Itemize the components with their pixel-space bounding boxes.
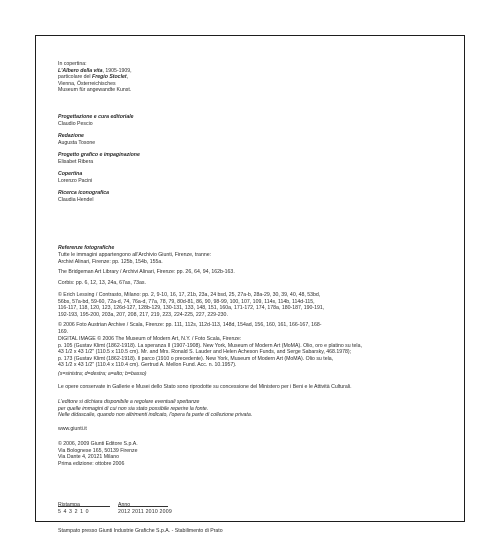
credit-role: Progetto grafico e impaginazione	[58, 152, 140, 158]
photo-ref-block	[58, 322, 458, 335]
ristampa-rule	[58, 506, 110, 507]
photo-ref-line: Corbis: pp. 6, 12, 13, 24a, 67as, 73as.	[58, 280, 146, 286]
photo-ref-block	[58, 292, 458, 318]
publisher-address: Via Dante 4, 20121 Milano	[58, 454, 120, 461]
anno-values: 2012 2011 2010 2009	[118, 509, 172, 515]
credit-block	[58, 114, 458, 127]
copyright-block	[58, 441, 458, 467]
cover-detail-prefix: particolare del	[58, 74, 93, 81]
cover-detail-title: Fregio Stoclet	[92, 74, 127, 81]
photo-ref-line: © 2006 Foto Austrian Archive / Scala, Firenze: pp. 111, 112s, 112d-113, 148d, 154ad, 156, 160, 161, 166-167, 168-	[58, 322, 322, 328]
credit-role: Copertina	[58, 171, 83, 177]
edition-line: Prima edizione: ottobre 2006	[58, 460, 125, 467]
anno-label: Anno	[118, 502, 131, 508]
photo-refs-intro: Tutte le immagini appartengono all'Archivio Giunti, Firenze, tranne:	[58, 251, 212, 258]
credit-name: Elisabet Ribera	[58, 158, 94, 165]
photo-ref-line: Archivi Alinari, Firenze: pp. 125b, 154b, 155a.	[58, 259, 163, 265]
photo-ref-line: 43 1/2 x 43 1/2" (110.5 x 110.5 cm). Mr. and Mrs. Ronald S. Lauder and Helen Acheson Funds, and Serge Sabarsky, 468.1978);	[58, 349, 352, 356]
credit-name: Lorenzo Pacini	[58, 177, 93, 184]
photo-ref-line: 192-193, 195-200, 203a, 207, 208, 217, 219, 223, 224-225, 227, 229-230.	[58, 311, 228, 318]
credit-block	[58, 190, 458, 203]
cover-title-line	[58, 68, 458, 75]
credit-block	[58, 133, 458, 146]
photo-ref-line: DIGITAL IMAGE © 2006 The Museum of Modern Art, N.Y. / Foto Scala, Firenze:	[58, 336, 242, 342]
position-legend: (s=sinistra; d=destra; a=alto; b=basso)	[58, 371, 147, 377]
cover-title-rest: , 1905-1909,	[102, 67, 132, 74]
photo-ref-line: p. 105 (Gustav Klimt (1862-1918). La speranza II (1907-1908). New York, Museum of Modern Art (MoMA). Olio, oro e platino su tela,	[58, 342, 362, 349]
cover-detail-suffix: ,	[126, 74, 129, 81]
cover-location: Vienna, Österreichisches	[58, 80, 116, 87]
printer-line: Stampato presso Giunti Industrie Grafiche S.p.A. - Stabilimento di Prato	[58, 528, 223, 534]
cover-title: L'Albero della vita	[58, 67, 103, 74]
credit-role: Ricerca iconografica	[58, 190, 110, 196]
cover-caption	[58, 61, 458, 94]
cover-museum: Museum für angewandte Kunst.	[58, 87, 132, 94]
credit-block	[58, 171, 458, 184]
ministry-notice: Le opere conservate in Gallerie e Musei dello Stato sono riprodotte su concessione del Ministero per i Beni e le Attività Culturali.	[58, 384, 352, 390]
publisher-disclaimer	[58, 399, 458, 419]
disclaimer-line: per quelle immagini di cui non sia stato possibile reperire la fonte.	[58, 405, 209, 412]
credit-name: Claudia Hendel	[58, 196, 94, 203]
cover-label: In copertina:	[58, 61, 87, 67]
photo-ref-line: p. 173 (Gustav Klimt (1862-1918). Il parco (1910 o precedente). New York, Museum of Modern Art (MoMA). Olio su tela,	[58, 355, 334, 362]
photo-ref-line: 56bs, 57a-bd, 59-60, 72a-d, 74, 76a-d, 77a, 78, 79, 80d-81, 86, 90, 98-99, 100, 107, 109, 114s, 114b, 114d-115,	[58, 298, 315, 305]
website-link[interactable]: www.giunti.it	[58, 426, 87, 432]
photo-ref-line: © Erich Lessing / Contrasto, Milano: pp. 2, 9-10, 16, 17, 21b, 23a, 24 bsd, 25, 27a-b, 28a-29, 30, 39, 40, 48, 53bd,	[58, 292, 321, 298]
photo-ref-line: 43 1/2 x 43 1/2" (110.4 x 110.4 cm). Gertrud A. Mellon Fund. Acc. n. 10.1957).	[58, 362, 237, 369]
photo-ref-line: 169.	[58, 328, 69, 335]
anno-rule	[118, 506, 168, 507]
ristampa-values: 5 4 3 2 1 0	[58, 509, 90, 515]
credit-name: Claudio Pescio	[58, 120, 93, 127]
disclaimer-line: Nelle didascalie, quando non altrimenti indicato, l'opera fa parte di collezione privata.	[58, 412, 253, 419]
disclaimer-line: L'editore si dichiara disponibile a regolare eventuali spettanze	[58, 399, 200, 405]
copyright-line: © 2006, 2009 Giunti Editore S.p.A.	[58, 441, 138, 447]
credit-name: Augusta Tosone	[58, 139, 96, 146]
credit-block	[58, 152, 458, 165]
ristampa-label: Ristampa	[58, 502, 80, 508]
photo-ref-line: The Bridgeman Art Library / Archivi Alinari, Firenze: pp. 26, 64, 94, 162b-163.	[58, 269, 235, 275]
cover-detail-line	[58, 74, 458, 81]
photo-ref-line: 116-117, 118, 120, 123, 126d-127, 128b-129, 130-131, 133, 148, 151, 160a, 171-172, 174, 178a, 180-187, 190-191,	[58, 305, 325, 312]
credit-role: Progettazione e cura editoriale	[58, 114, 134, 120]
photo-refs-heading: Referenze fotografiche	[58, 245, 115, 251]
photo-references	[58, 245, 458, 258]
moma-block	[58, 336, 458, 369]
credit-role: Redazione	[58, 133, 84, 139]
publisher-address: Via Bolognese 165, 50139 Firenze	[58, 447, 138, 454]
